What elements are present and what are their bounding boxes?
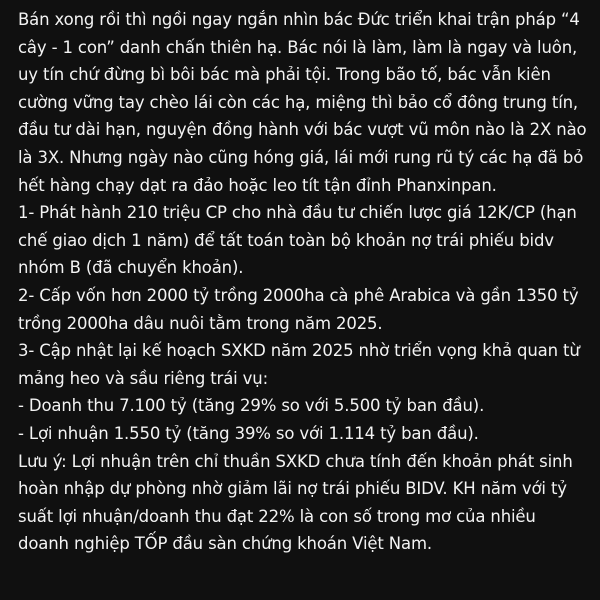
post-paragraph-item-1: 1- Phát hành 210 triệu CP cho nhà đầu tư chiến lược giá 12K/CP (hạn chế giao dịch 1 năm) để tất toán toàn bộ khoản nợ trái phiếu bidv nhóm B (đã chuyển khoản). <box>18 203 577 278</box>
post-paragraph-profit: - Lợi nhuận 1.550 tỷ (tăng 39% so với 1.114 tỷ ban đầu). <box>18 423 479 443</box>
post-paragraph-item-2: 2- Cấp vốn hơn 2000 tỷ trồng 2000ha cà phê Arabica và gần 1350 tỷ trồng 2000ha dâu nuôi tằm trong năm 2025. <box>18 285 579 333</box>
post-paragraph-note: Lưu ý: Lợi nhuận trên chỉ thuần SXKD chưa tính đến khoản phát sinh hoàn nhập dự phòng nhờ giảm lãi nợ trái phiếu BIDV. KH năm với tỷ suất lợi nhuận/doanh thu đạt 22% là con số trong mơ của nhiều doanh nghiệp TỐP đầu sàn chứng khoán Việt Nam. <box>18 451 573 554</box>
post-paragraph-item-3: 3- Cập nhật lại kế hoạch SXKD năm 2025 nhờ triển vọng khả quan từ mảng heo và sầu riêng trái vụ: <box>18 341 580 388</box>
post-paragraph-revenue: - Doanh thu 7.100 tỷ (tăng 29% so với 5.500 tỷ ban đầu). <box>18 396 485 416</box>
post-paragraph-intro: Bán xong rồi thì ngồi ngay ngắn nhìn bác Đức triển khai trận pháp “4 cây - 1 con” danh chấn thiên hạ. Bác nói là làm, làm là ngay và luôn, uy tín chứ đừng bì bôi bác mà phải tội. Trong bão tố, bác vẫn kiên cường vững tay chèo lái còn các hạ, miệng thì bảo cổ đông trung tín, đầu tư dài hạn, nguyện đồng hành với bác vượt vũ môn nào là 2X nào là 3X. Nhưng ngày nào cũng hóng giá, lái mới rung rũ tý các hạ đã bỏ hết hàng chạy dạt ra đảo hoặc leo tít tận đỉnh Phanxinpan. <box>18 10 587 195</box>
